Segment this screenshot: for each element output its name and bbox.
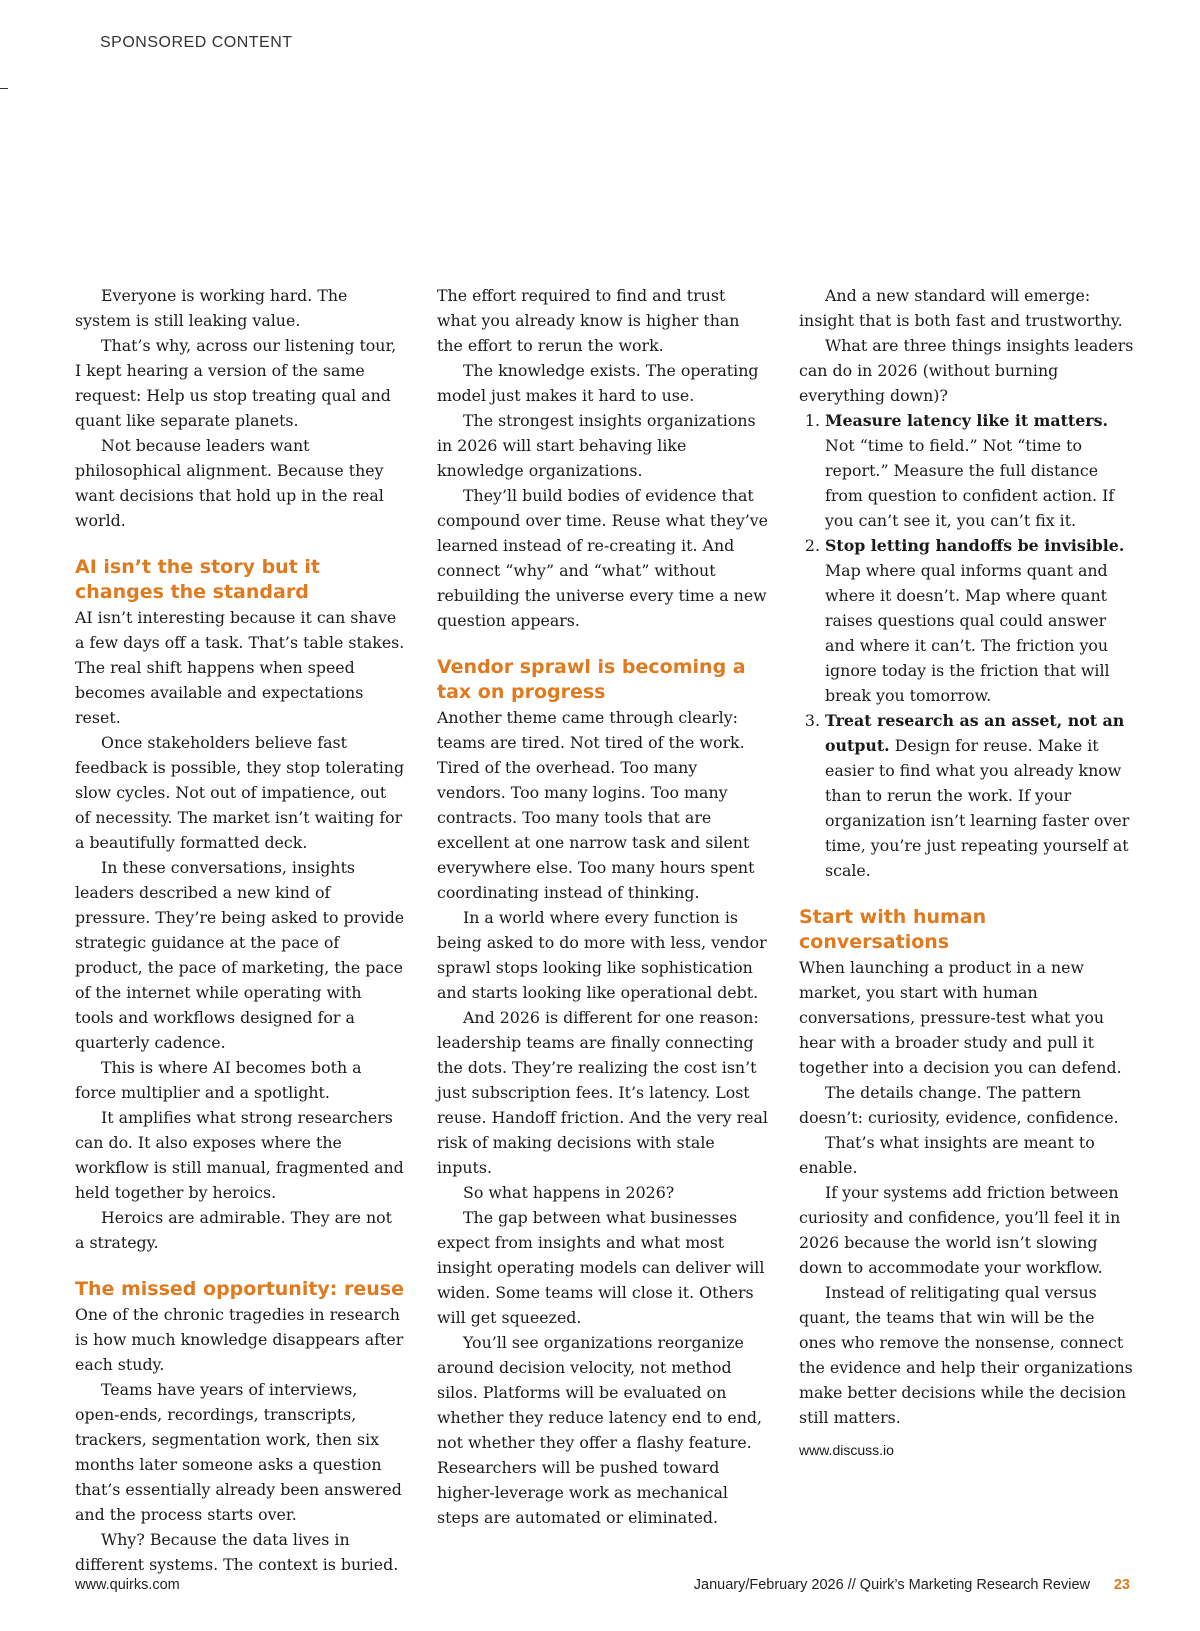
paragraph: Instead of relitigating qual versus quant, the teams that win will be the ones who remove the nonsense, connect the evidence and help their organizations make better decisions while the decision still matters. <box>799 1283 1133 1427</box>
numbered-list <box>799 408 1134 883</box>
list-item-body: Map where qual informs quant and where it doesn’t. Map where quant raises questions qual could answer and where it can’t. The friction you ignore today is the friction that will break you tomorrow. <box>825 561 1110 705</box>
paragraph: Teams have years of interviews, open-ends, recordings, transcripts, trackers, segmentation work, then six months later someone asks a question that’s essentially already been answered and the process starts over. <box>75 1380 402 1524</box>
list-item-body: Not “time to field.” Not “time to report.” Measure the full distance from question to confident action. If you can’t see it, you can’t fix it. <box>825 436 1115 530</box>
paragraph: If your systems add friction between curiosity and confidence, you’ll feel it in 2026 because the world isn’t slowing down to accommodate your workflow. <box>799 1183 1121 1277</box>
list-item <box>825 533 1134 708</box>
paragraph: Not because leaders want philosophical alignment. Because they want decisions that hold up in the real world. <box>75 436 384 530</box>
paragraph: This is where AI becomes both a force multiplier and a spotlight. <box>75 1058 362 1102</box>
margin-mark <box>0 88 8 89</box>
list-item-title: Stop letting handoffs be invisible. <box>825 536 1125 555</box>
paragraph: Once stakeholders believe fast feedback is possible, they stop tolerating slow cycles. Not out of impatience, out of necessity. The market isn’t waiting for a beautifully formatted deck. <box>75 733 405 852</box>
footer-issue: January/February 2026 // Quirk’s Marketing Research Review <box>693 1577 1090 1593</box>
paragraph: It amplifies what strong researchers can do. It also exposes where the workflow is still manual, fragmented and held together by heroics. <box>75 1108 404 1202</box>
paragraph: And a new standard will emerge: insight that is both fast and trustworthy. <box>799 286 1123 330</box>
list-item-body: Design for reuse. Make it easier to find what you already know than to rerun the work. If your organization isn’t learning faster over time, you’re just repeating yourself at scale. <box>825 736 1130 880</box>
list-item-title: Treat research as an asset, not an output. <box>825 711 1125 755</box>
paragraph: The strongest insights organizations in 2026 will start behaving like knowledge organizations. <box>437 411 756 480</box>
article-column-1 <box>75 283 405 1577</box>
paragraph: The gap between what businesses expect from insights and what most insight operating models can deliver will widen. Some teams will close it. Others will get squeezed. <box>437 1208 765 1327</box>
paragraph: You’ll see organizations reorganize around decision velocity, not method silos. Platforms will be evaluated on whether they reduce latency end to end, not whether they offer a flashy feature. Researchers will be pushed toward higher-leverage work as mechanical steps are automated or eliminated. <box>437 1333 763 1527</box>
paragraph: The effort required to find and trust what you already know is higher than the effort to rerun the work. <box>437 286 740 355</box>
list-item <box>825 708 1134 883</box>
paragraph: They’ll build bodies of evidence that compound over time. Reuse what they’ve learned instead of re-creating it. And connect “why” and “what” without rebuilding the universe every time a new question appears. <box>437 486 769 630</box>
paragraph: One of the chronic tragedies in research is how much knowledge disappears after each study. <box>75 1305 404 1374</box>
paragraph: Why? Because the data lives in different systems. The context is buried. <box>75 1530 399 1574</box>
sponsor-link[interactable]: www.discuss.io <box>799 1442 894 1458</box>
page-number: 23 <box>1113 1577 1130 1593</box>
paragraph: Heroics are admirable. They are not a strategy. <box>75 1208 393 1252</box>
article-column-3 <box>799 283 1134 1463</box>
paragraph: In a world where every function is being asked to do more with less, vendor sprawl stops looking like sophistication and starts looking like operational debt. <box>437 908 767 1002</box>
article-column-2 <box>437 283 769 1530</box>
paragraph: When launching a product in a new market, you start with human conversations, pressure-test what you hear with a broader study and pull it together into a decision you can defend. <box>799 958 1122 1077</box>
paragraph: That’s what insights are meant to enable. <box>799 1133 1095 1177</box>
section-heading: Vendor sprawl is becoming a tax on progress <box>437 656 746 703</box>
paragraph: The knowledge exists. The operating model just makes it hard to use. <box>437 361 759 405</box>
paragraph: That’s why, across our listening tour, I kept hearing a version of the same request: Help us stop treating qual and quant like separate planets. <box>75 336 397 430</box>
paragraph: The details change. The pattern doesn’t: curiosity, evidence, confidence. <box>799 1083 1119 1127</box>
list-item-title: Measure latency like it matters. <box>825 411 1108 430</box>
section-label: SPONSORED CONTENT <box>100 34 293 51</box>
section-heading: The missed opportunity: reuse <box>75 1278 405 1300</box>
section-heading: AI isn’t the story but it changes the standard <box>75 556 320 603</box>
paragraph: What are three things insights leaders can do in 2026 (without burning everything down)? <box>799 336 1134 405</box>
paragraph: Another theme came through clearly: teams are tired. Not tired of the work. Tired of the overhead. Too many vendors. Too many logins. Too many contracts. Too many tools that are excellent at one narrow task and silent everywhere else. Too many hours spent coordinating instead of thinking. <box>437 708 755 902</box>
paragraph: Everyone is working hard. The system is still leaking value. <box>75 286 348 330</box>
section-heading: Start with human conversations <box>799 906 987 953</box>
paragraph: And 2026 is different for one reason: leadership teams are finally connecting the dots. They’re realizing the cost isn’t just subscription fees. It’s latency. Lost reuse. Handoff friction. And the very real risk of making decisions with stale inputs. <box>437 1008 768 1177</box>
list-item <box>825 408 1134 533</box>
paragraph: So what happens in 2026? <box>463 1183 675 1202</box>
paragraph: AI isn’t interesting because it can shave a few days off a task. That’s table stakes. The real shift happens when speed becomes available and expectations reset. <box>75 608 405 727</box>
paragraph: In these conversations, insights leaders described a new kind of pressure. They’re being asked to provide strategic guidance at the pace of product, the pace of marketing, the pace of the internet while operating with tools and workflows designed for a quarterly cadence. <box>75 858 405 1052</box>
footer-site-link[interactable]: www.quirks.com <box>75 1577 180 1593</box>
